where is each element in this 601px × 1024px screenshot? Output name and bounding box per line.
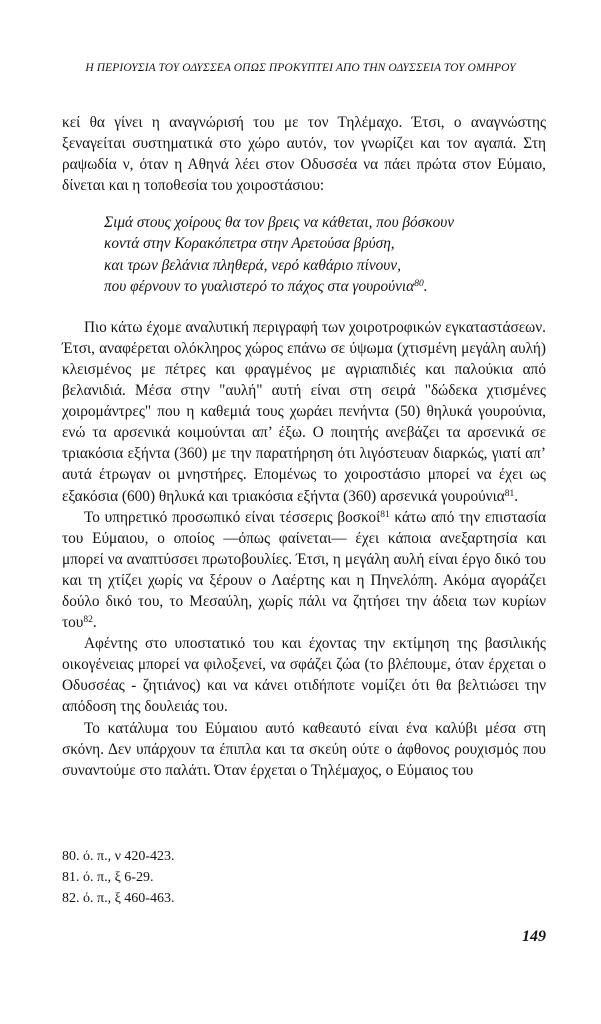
paragraph-5: Το κατάλυμα του Εύμαιου αυτό καθεαυτό είναι ένα καλύβι μέσα στη σκόνη. Δεν υπάρχουν τα έπιπλα και τα σκεύη ούτε ο άφθονος ρουχισμός που συναντούμε στο παλάτι. Όταν έρχεται ο Τηλέμαχος, ο Εύμαιος του: [62, 719, 546, 779]
paragraph-3-text-1: Το υπηρετικό προσωπικό είναι τέσσερις βοσκοί: [84, 508, 381, 526]
body-text: [62, 112, 546, 781]
footnote-ref-81[interactable]: 81: [504, 488, 515, 499]
verse-line-4-end: .: [423, 277, 428, 295]
footnote-ref-82[interactable]: 82: [83, 615, 93, 626]
paragraph-4: Αφέντης στο υποστατικό του και έχοντας την εκτίμηση της βασιλικής οικογένειας μπορεί να φιλοξενεί, να σφάζει ζώα (το βλέπουμε, όταν έρχεται ο Οδυσσέας - ζητιάνος) και να κάνει οτιδήποτε νομίζει ότι θα βελτιώσει την απόδοση της δουλειάς του.: [62, 635, 546, 716]
paragraph-3-text-2: κάτω από την επιστασία του Εύμαιου, ο οποίος —όπως φαίνεται— έχει κάποια ανεξαρτησία και μπορεί να αναπτύσσει πρωτοβουλίες. Έτσι, η μεγάλη αυλή είναι έργο δικό του και τη χτίζει χωρίς να ξέρουν ο Λαέρτης και η Πηνελόπη. Ακόμα αγοράζει δούλο δικό του, το Μεσαύλη, χωρίς πάλι να ζητήσει την άδεια των κυρίων του: [62, 508, 546, 632]
verse-line-2: κοντά στην Κορακόπετρα στην Αρετούσα βρύση,: [104, 235, 395, 253]
verse-line-4: [104, 276, 546, 297]
paragraph-2-text: Πιο κάτω έχομε αναλυτική περιγραφή των χοιροτροφικών εγκαταστάσεων. Έτσι, αναφέρεται ολόκληρος χώρος επάνω σε ύψωμα (χτισμένη μεγάλη αυλή) κλεισμένος με πέτρες και φραγμένος με αγριαπιδιές και παλούκια από βελανιδιά. Μέσα στην "αυλή" αυτή είναι στη σειρά "δώδεκα χτισμένες χοιρομάντρες" που η καθεμιά τους χωράει πενήντα (50) θηλυκά γουρούνια, ενώ τα αρσενικά κοιμούνται απ’ έξω. Ο ποιητής ανεβάζει τα αρσενικά σε τριακόσια εξήντα (360) με την παρατήρηση ότι λιγόστευαν διαρκώς, γιατί απ’ αυτά έτρωγαν οι μνηστήρες. Επομένως το χοιροστάσιο μπορεί να έχει ως εξακόσια (600) θηλυκά και τριακόσια εξήντα (360) αρσενικά γουρούνια: [62, 318, 546, 505]
footnotes: [62, 846, 362, 909]
footnote-ref-80[interactable]: 80: [414, 278, 424, 289]
footnote-ref-81b[interactable]: 81: [380, 509, 390, 520]
verse-line-4-text: που φέρνουν το γυαλιστερό το πάχος στα γουρούνια: [104, 277, 415, 295]
verse-line-1: Σιμά στους χοίρους θα τον βρεις να κάθεται, που βόσκουν: [104, 214, 455, 232]
footnote-81: 81. ό. π., ξ 6-29.: [62, 870, 154, 885]
running-head: Η ΠΕΡΙΟΥΣΙΑ ΤΟΥ ΟΔΥΣΣΕΑ ΟΠΩΣ ΠΡΟΚΥΠΤΕΙ ΑΠΟ ΤΗΝ ΟΔΥΣΣΕΙΑ ΤΟΥ ΟΜΗΡΟΥ: [85, 62, 516, 74]
paragraph-2-end: .: [514, 487, 519, 505]
paragraph-3: [62, 507, 546, 634]
paragraph-1: κεί θα γίνει η αναγνώρισή του με τον Τηλέμαχο. Έτσι, ο αναγνώστης ξεναγείται συστηματικά στο χώρο αυτόν, τον γνωρίζει και τον αγαπά. Στη ραψωδία ν, όταν η Αθηνά λέει στον Οδυσσέα να πάει πρώτα στον Εύμαιο, δίνεται και η τοποθεσία του χοιροστάσιου:: [62, 114, 546, 195]
verse-quotation: [104, 212, 546, 296]
paragraph-3-end: .: [92, 614, 97, 632]
paragraph-2: [62, 317, 546, 507]
footnote-82: 82. ό. π., ξ 460-463.: [62, 891, 175, 906]
page-number: 149: [522, 928, 546, 945]
verse-line-3: και τρων βελάνια πληθερά, νερό καθάριο πίνουν,: [104, 256, 401, 274]
footnote-80: 80. ό. π., ν 420-423.: [62, 849, 175, 864]
